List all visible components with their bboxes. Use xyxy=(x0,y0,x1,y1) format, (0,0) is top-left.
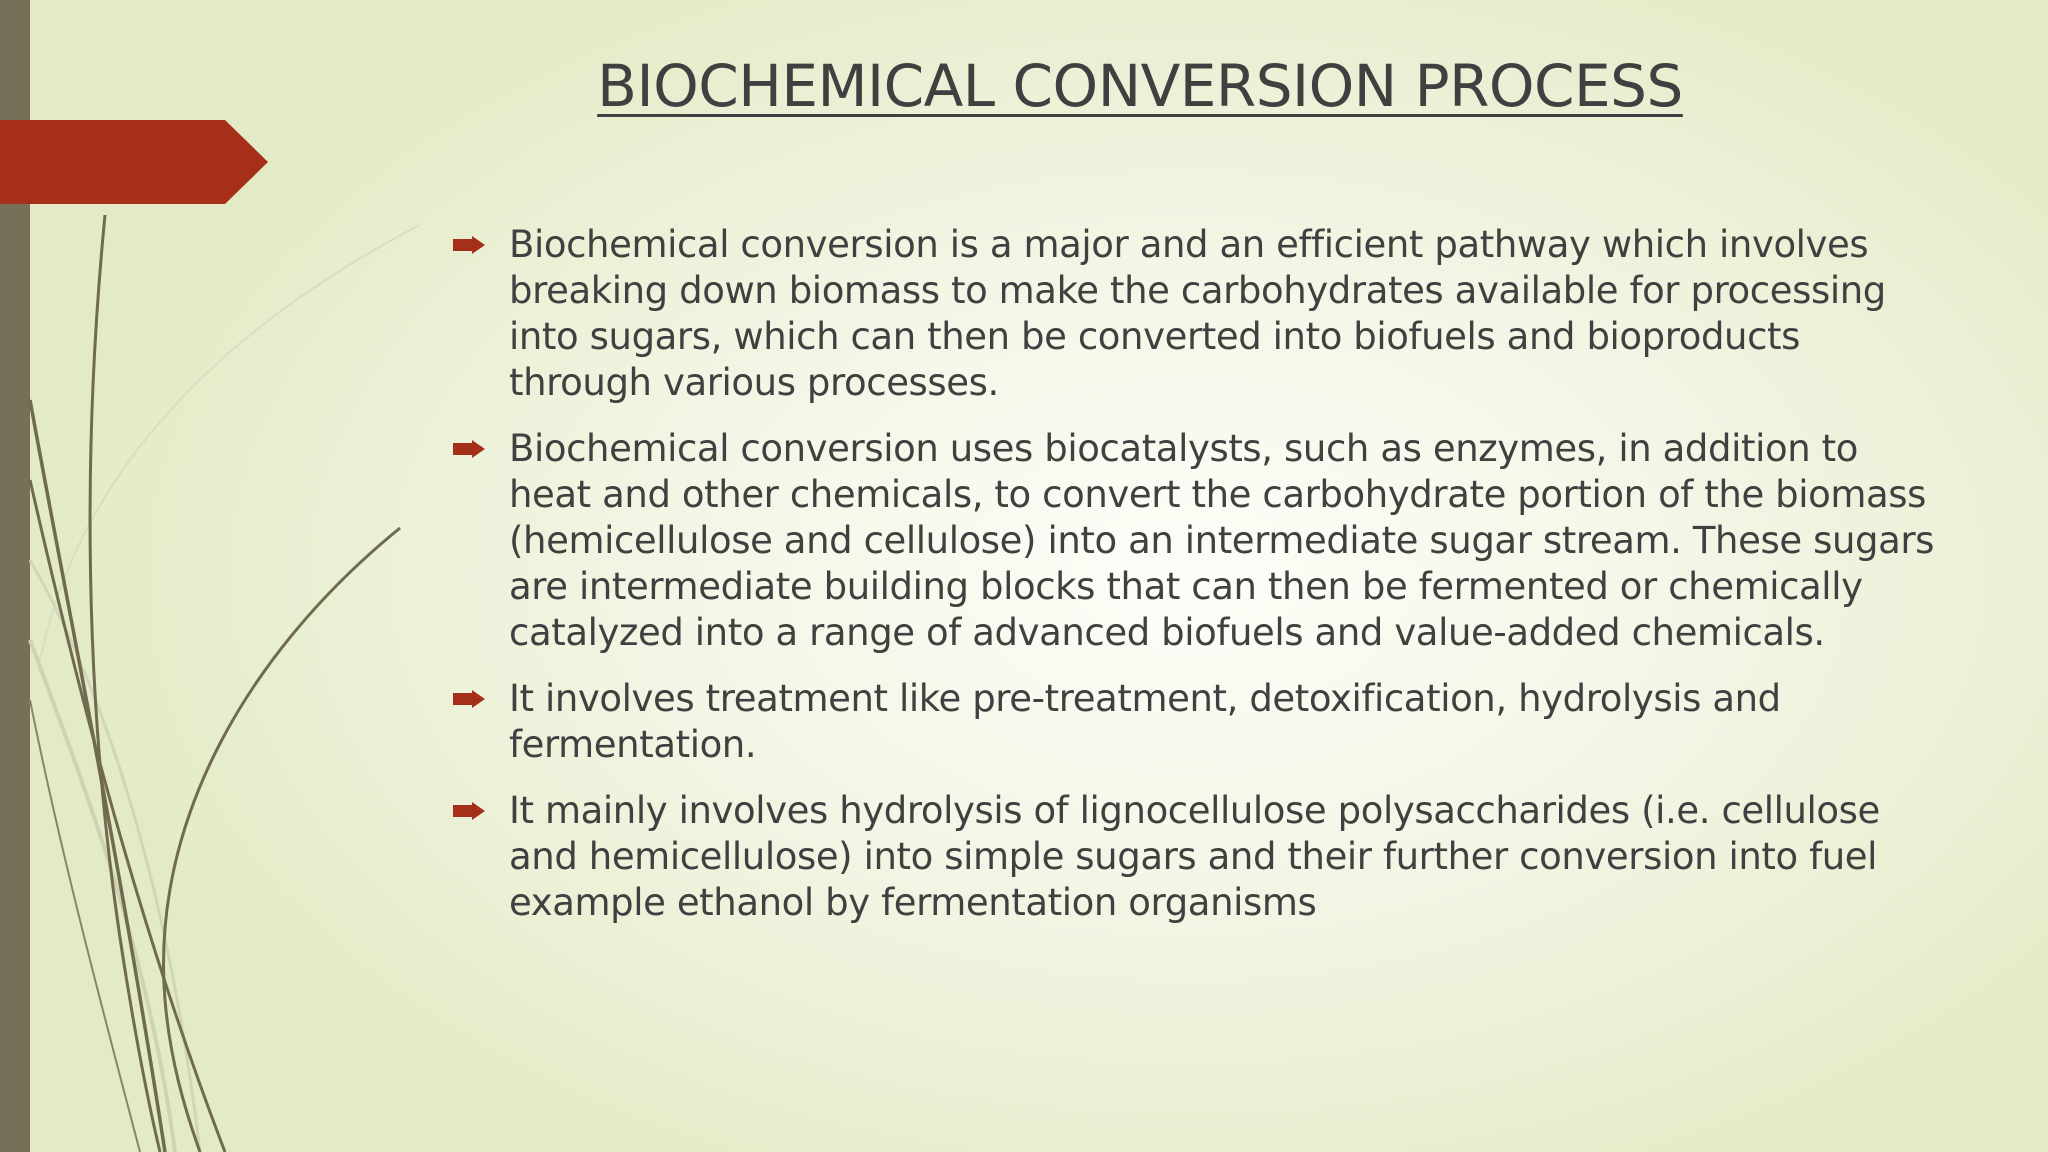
bullet-item xyxy=(450,222,1950,406)
slide-title: BIOCHEMICAL CONVERSION PROCESS xyxy=(597,52,1683,120)
arrow-bullet-icon xyxy=(453,440,485,458)
bullet-text: It mainly involves hydrolysis of lignocellulose polysaccharides (i.e. cellulose and hemicellulose) into simple sugars and their further conversion into fuel example ethanol by fermentation organisms xyxy=(509,789,1880,924)
red-arrow-banner xyxy=(0,120,268,204)
bullet-text: Biochemical conversion is a major and an efficient pathway which involves breaking down biomass to make the carbohydrates available for processing into sugars, which can then be converted into biofuels and bioproducts through various processes. xyxy=(509,223,1886,404)
arrow-bullet-icon xyxy=(453,802,485,820)
arrow-bullet-icon xyxy=(453,690,485,708)
bullet-text: It involves treatment like pre-treatment, detoxification, hydrolysis and fermentation. xyxy=(509,677,1781,766)
bullet-list xyxy=(450,222,1950,946)
bullet-item xyxy=(450,788,1950,926)
bullet-item xyxy=(450,676,1950,768)
bullet-text: Biochemical conversion uses biocatalysts, such as enzymes, in addition to heat and other chemicals, to convert the carbohydrate portion of the biomass (hemicellulose and cellulose) into an intermediate sugar stream. These sugars are intermediate building blocks that can then be fermented or chemically catalyzed into a range of advanced biofuels and value-added chemicals. xyxy=(509,427,1935,654)
arrow-bullet-icon xyxy=(453,236,485,254)
bullet-item xyxy=(450,426,1950,656)
grass-stroke-decoration xyxy=(0,0,420,1152)
